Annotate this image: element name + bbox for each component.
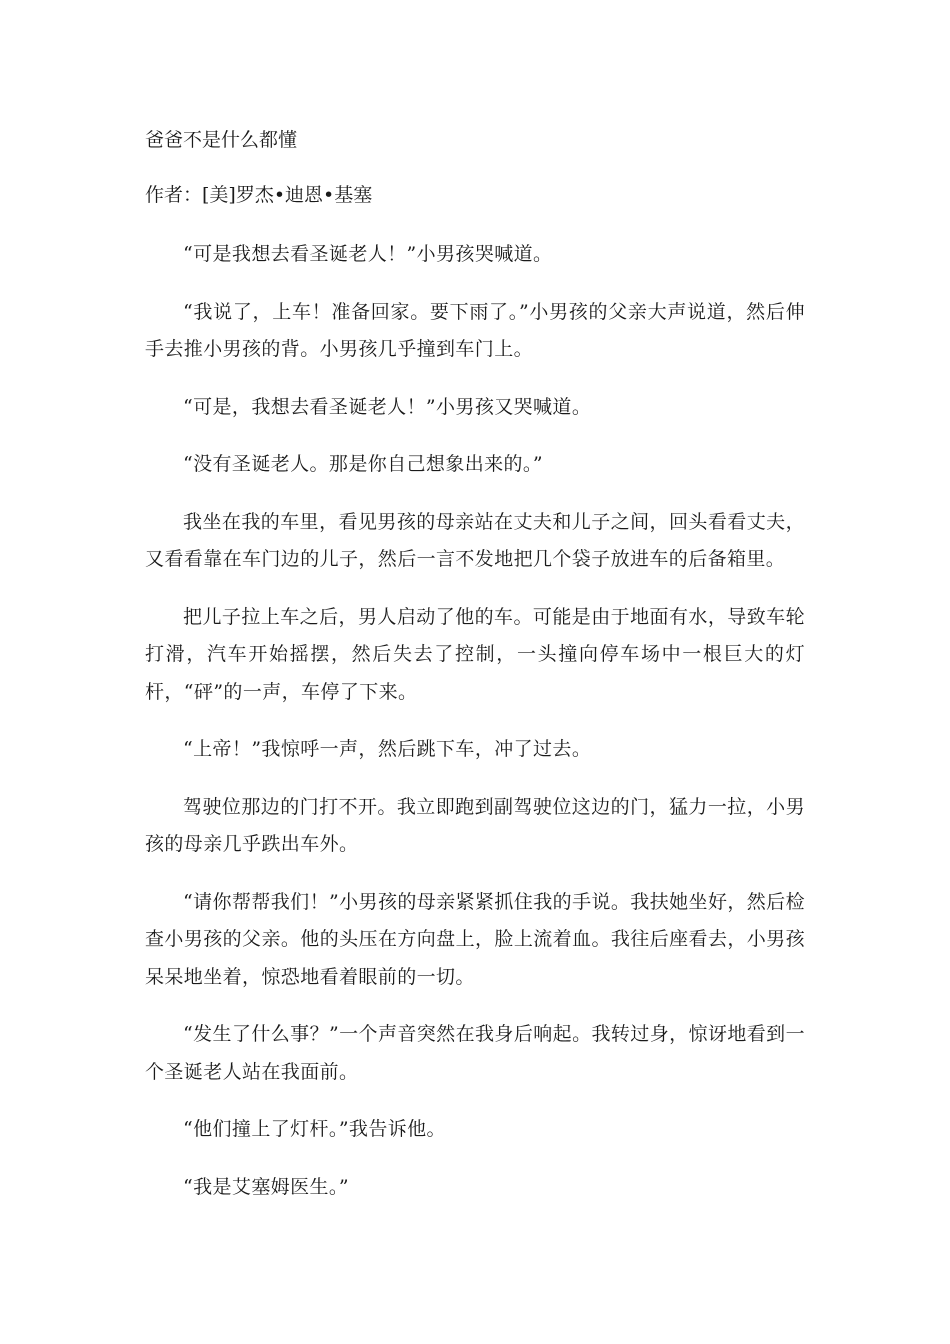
paragraph: “没有圣诞老人。那是你自己想象出来的。” [183,453,543,475]
paragraph: “可是我想去看圣诞老人！”小男孩哭喊道。 [183,243,553,265]
document-page [145,126,805,1226]
paragraph: “发生了什么事？”一个声音突然在我身后响起。我转过身，惊讶地看到一个圣诞老人站在我面前。 [145,1023,805,1083]
author-line: 作者：[美]罗杰•迪恩•基塞 [145,184,373,206]
paragraph: “可是，我想去看圣诞老人！”小男孩又哭喊道。 [183,395,592,418]
paragraph: “我说了，上车！准备回家。要下雨了。”小男孩的父亲大声说道，然后伸手去推小男孩的背。小男孩几乎撞到车门上。 [145,300,805,360]
paragraph: 我坐在我的车里，看见男孩的母亲站在丈夫和儿子之间，回头看看丈夫，又看看靠在车门边的儿子，然后一言不发地把几个袋子放进车的后备箱里。 [145,510,805,570]
paragraph: 把儿子拉上车之后，男人启动了他的车。可能是由于地面有水，导致车轮打滑，汽车开始摇摆，然后失去了控制，一头撞向停车场中一根巨大的灯杆，“砰”的一声，车停了下来。 [145,605,805,703]
paragraph: “请你帮帮我们！”小男孩的母亲紧紧抓住我的手说。我扶她坐好，然后检查小男孩的父亲。他的头压在方向盘上，脸上流着血。我往后座看去，小男孩呆呆地坐着，惊恐地看着眼前的一切。 [145,890,805,988]
paragraph: “他们撞上了灯杆。”我告诉他。 [183,1118,446,1140]
paragraph: 驾驶位那边的门打不开。我立即跑到副驾驶位这边的门，猛力一拉，小男孩的母亲几乎跌出车外。 [145,795,805,855]
paragraph: “上帝！”我惊呼一声，然后跳下车，冲了过去。 [183,738,592,760]
paragraph: “我是艾塞姆医生。” [183,1175,349,1198]
document-title: 爸爸不是什么都懂 [145,129,298,151]
